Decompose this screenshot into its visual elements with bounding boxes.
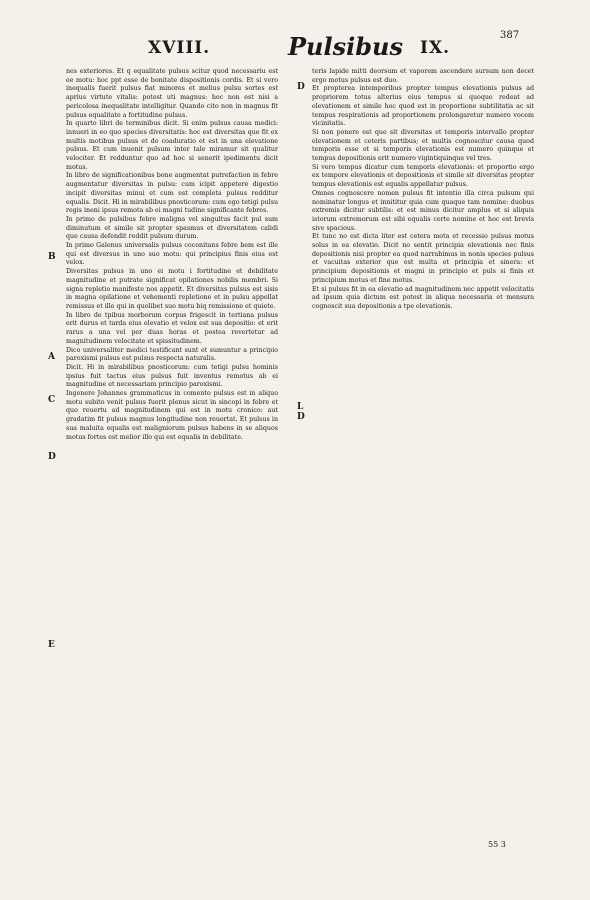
paragraph: In primo de pulsibus febre maligna vel singultus facit pul sum diminutum et simile sit propter spasmus et diversitatem calidi que causa defendit reddit pulsum durum. [66,215,278,241]
right-text-column [312,68,534,312]
paragraph: Omnes cognoscere nomen pulsus fit intentio illa circa pulsum qui nominatur longus et innititur quia cum quaque tam nomine: duobus extremis dicitur subtilis: et est minus dicitur amplus et si aliquis istorum extremorum est sibi equalis certe nomine et hoc est brevis sive spacious. [312,189,534,232]
margin-letter: D [297,412,305,422]
section-number-left: XVIII. [148,38,211,58]
page-header [0,30,590,66]
margin-letter: A [48,352,55,362]
paragraph: In primo Galenus universalis pulsus coconitans febre bem est ille qui est diversus in uno suo motu: qui principius finis eius est velox. [66,242,278,267]
paragraph: Si vero tempus dicatur cum temporis elevationis: et proportio ergo ex tempore elevationis et depositionis et simile sit diversitas propter tempus elevationis est equalis appellatur pulsus. [312,163,534,189]
paragraph: Ingenere Johannes grammaticus in comento pulsus est in aliquo motu subito venit pulsus fuerit plenus sicut in sincopi in febre et quo reuertu ad magnitudinem qui est in motu cronico: aut gradatim fit pulsus magnus longitudine non reuertat. Et pulsus in sua maluita equalis est maligniorum pulsus habens in se aliquos motus fortes est melior illo qui est equalis in debilitate. [66,390,278,441]
paragraph: Dicit. Hi in mirabilibus pnosticorum: cum tetigi pulsu hominis ipsius fuit tactus eius pulsus fuit inventus remotus ab ei magnitudine et necessariam principio paroxismi. [66,363,278,389]
paragraph: teris lapide mitti deorsum et vaporem ascendere sursum non decet ergo motus pulsus est duo. [312,68,534,84]
paragraph: In quarto libri de terminibus dicit. Si enim pulsus causa medici: innueri in eo quo species diversitatis: hoc est diversitas que fit ex multis motibus pulsus et do coaduratio et est in una elevatione pulsus. Et cum inuenit pulsum inter tale miramur sit qualitur velociter. Et redduntur quo ad hoc si senerit ipedimentu dicit motus. [66,120,278,171]
paragraph: Et tunc no est dicta liter est cetera mota et recessio pulsus motus solus in ea elevatio. Dicit no sentit principia elevationis nec finis depositionis nisi propter ea quod narrabimus in nonis species pulsus et vacuitas exterior que est multa et principia et sinera: et principium depositionis et magni in principio et puls si finis et principium motus et fine motus. [312,233,534,284]
paragraph: Dico universaliter medici testificant sunt et sumuntur a principio paroxismi pulsus est pulsus respecta naturalis. [66,346,278,363]
paragraph: In libro de tpibus morborum corpus frigescit in tertiana pulsus erit durus et tarda eius elevatio et velox est sua depositio: et erit rarus a una vel per duas horas et postea revertetur ad magnitudinem velocitate et spissitudinem. [66,311,278,345]
folio-number: 387 [500,30,520,41]
section-number-right: IX. [420,38,451,58]
margin-letter: L [297,402,304,412]
margin-letter: D [48,452,56,462]
margin-letter: D [297,82,305,92]
paragraph: Diversitas pulsus in uno ei motu i fortitudine et debilitate magnitudine et putrate significat opilationes nobilis membri. Si signa repletio manifeste nos appetit. Et diversitas pulsus est sisis in magna opilatione et vehementi repletione et in pulsu appellat remissus et ille qui in quolibet suo motu biq remissione et quiete. [66,268,278,310]
running-title: Pulsibus [288,32,403,61]
paragraph: Si non ponere est que sit diversitas et temporis intervallo propter elevationem et ceteris partibus; et multis cognoscitur causa quod temporis esse et si temporis elevationis est numero quinque et tempus depositionis erit numero vigintiquinque vel tres. [312,128,534,163]
left-text-column [66,68,278,442]
margin-letter: E [48,640,55,650]
paragraph: In libro de significationibus bone augmentat putrefaction in febre augmentatur diversitas in pulsu: cum icipit appetere digestio incipit diversitas minui et cum est completa pulsus redditur equalis. Dicit. Hi in mirabilibus pnosticorum: cum ego tetigi pulsu regis ineni ipsus remota ab ei magni tudine significante febres. [66,172,278,215]
margin-letter: B [48,252,56,262]
signature-mark: 55 3 [488,840,506,849]
margin-letter: C [48,395,56,405]
paragraph: nes exteriores. Et q equalitate pulsus scitur quod necessariu est ee motu: hoc ppt esse de bonitate dispositionis cordis. Et si vero inequalis fuerit pulsus fiat minores et melius pulsu sortes est aprius virtute vitalis: potest uti magnus: hoc non est nisi a pericolosa inequalitate intelligitur. Quando cito non in magnus fit pulsus equalitate a fortitudine pulsus. [66,68,278,119]
paragraph: Et propterea intemporibus propter tempus elevationis pulsus ad propriorem totus alterius eius tempus si quoque redeat ad elevationem et simile hoc quod est in proportione subtilitatis ac sit tempus respirationis ad proportionem prolongaretur numero vocem vicinitatis. [312,85,534,128]
paragraph: Et si pulsus fit in ea elevatio ad magnitudinem nec appetit velocitatis ad ipsum quia dictum est potest in aliqua necessaria et mensura cognoscit sua depositionis a tpe elevationis. [312,285,534,310]
